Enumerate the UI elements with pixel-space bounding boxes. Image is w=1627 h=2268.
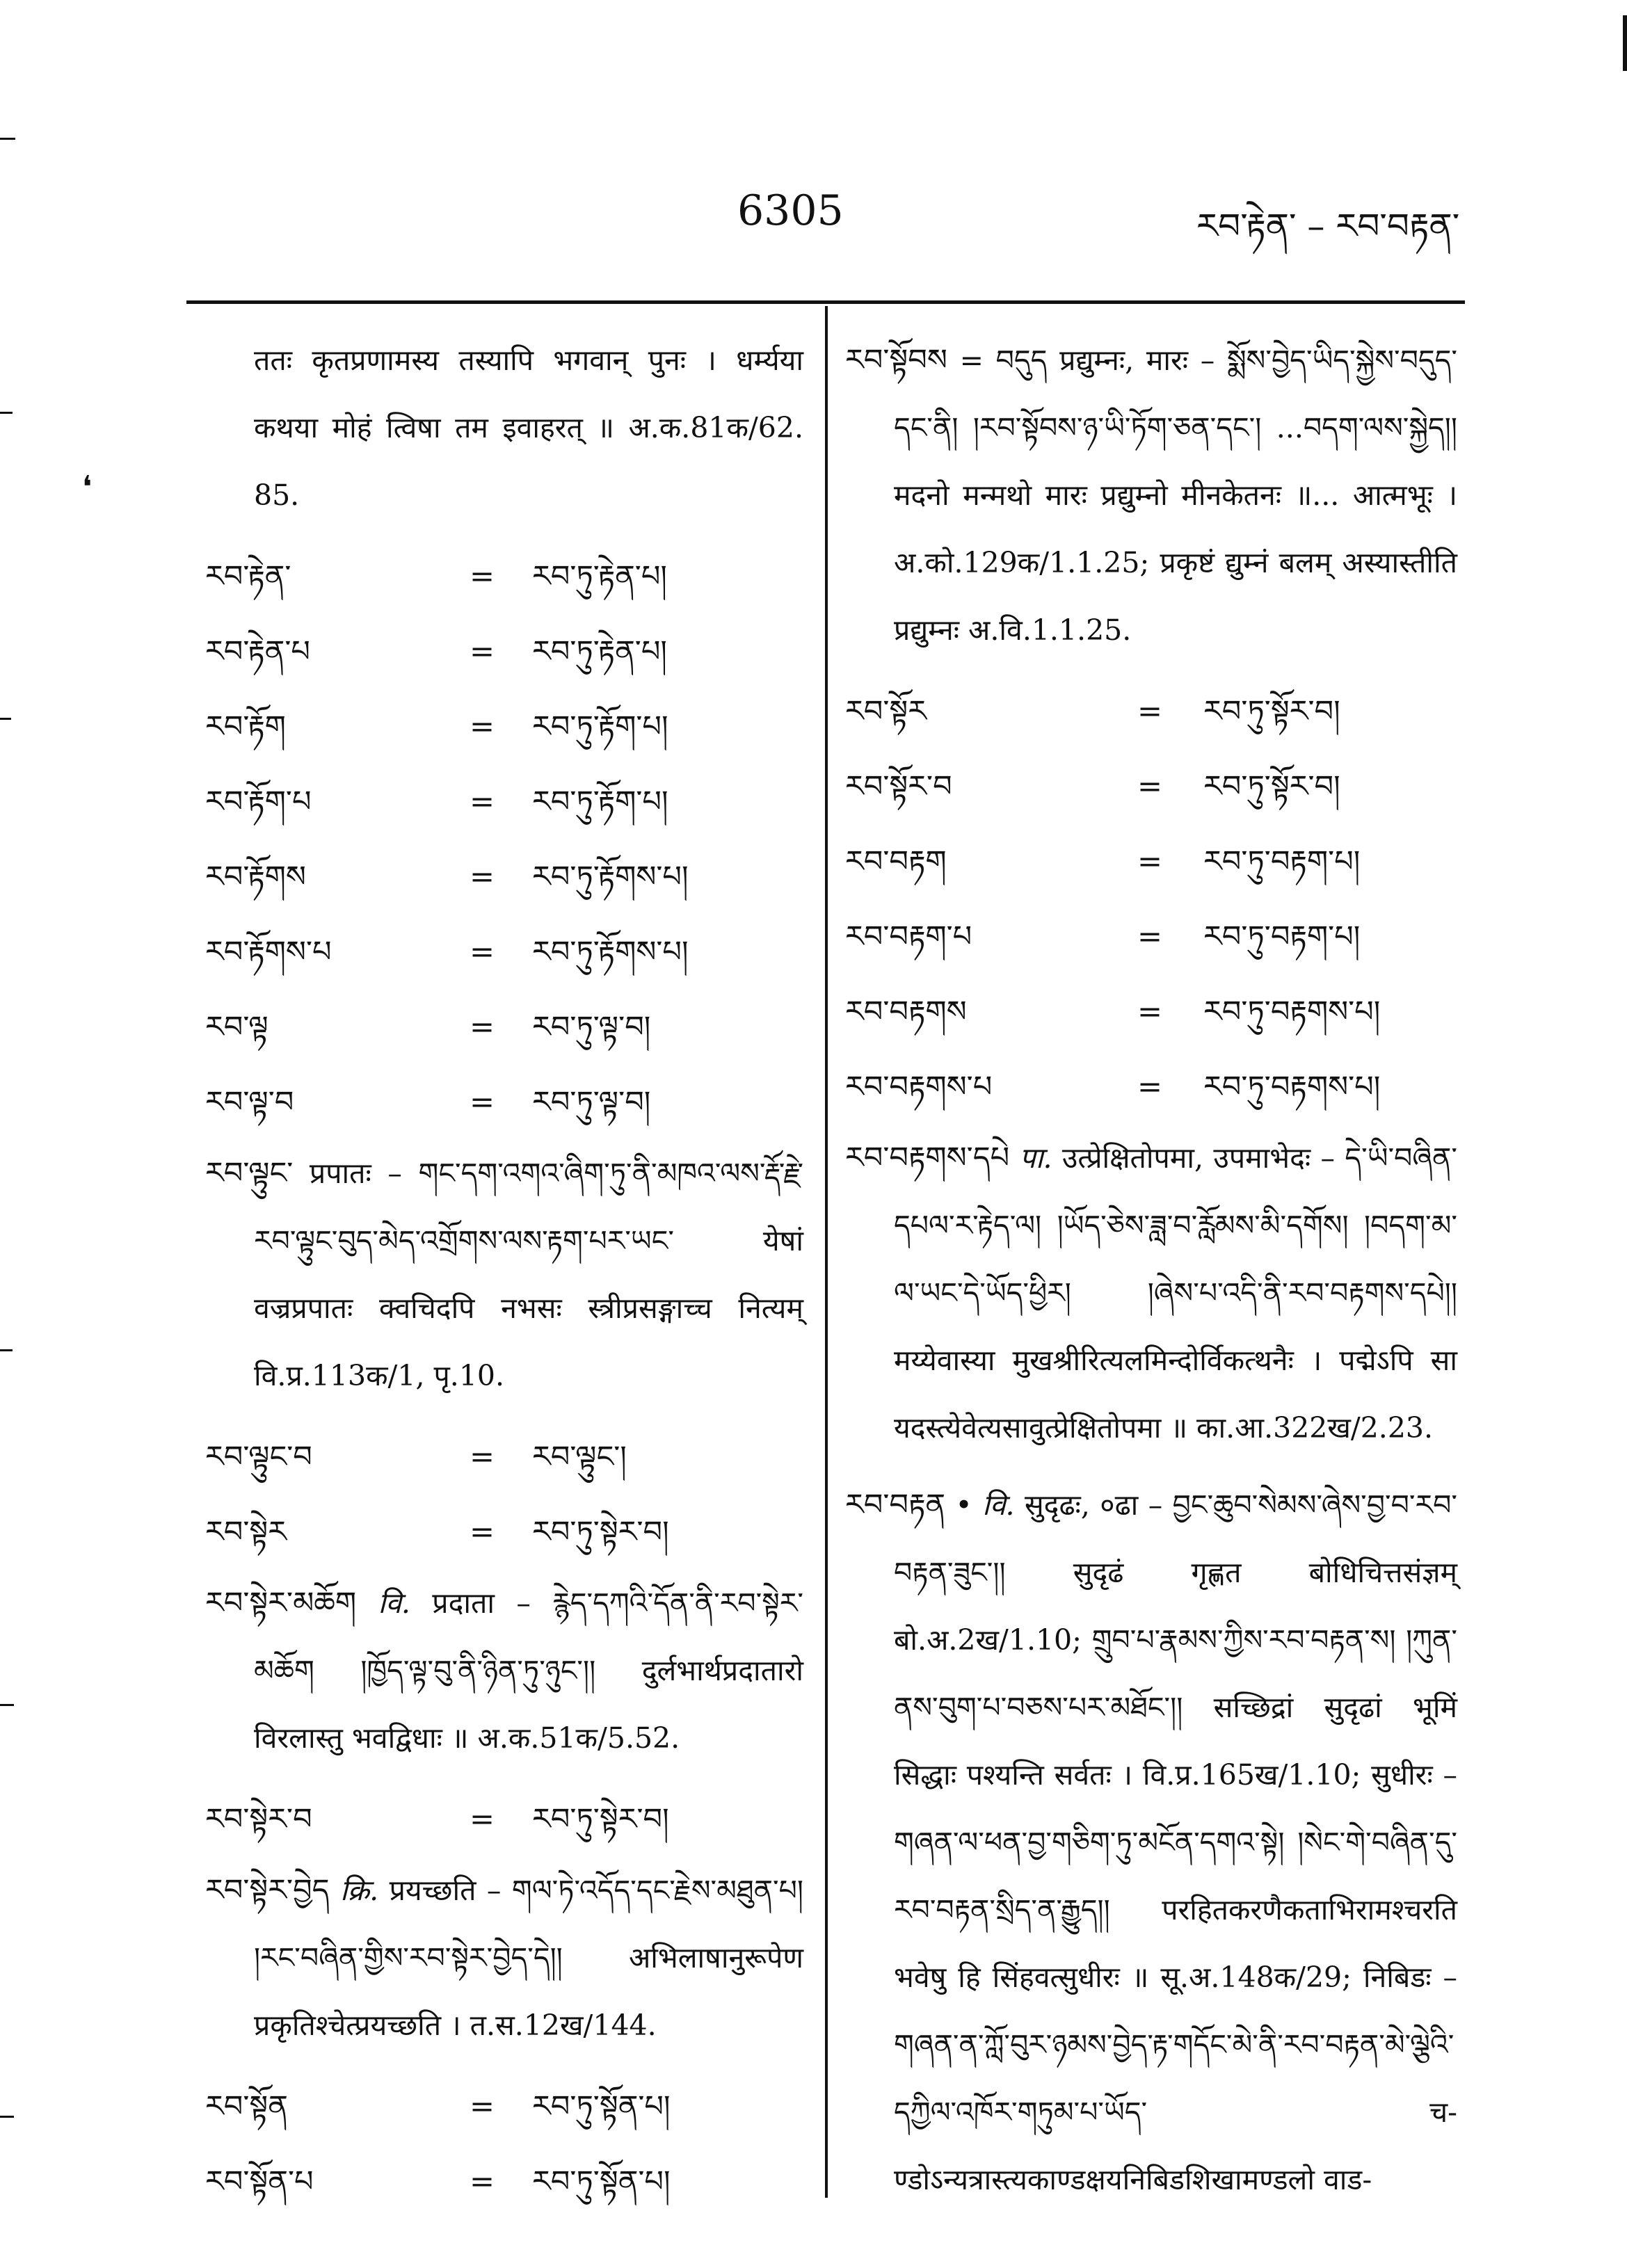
entry-body: = བདུད प्रद्युम्नः, मारः – སྨོས་བྱེད་ཡིད་སྐྱེས་བདུད་དང་ནི། །རབ་སྟོབས་ཉ་ཡི་ཏོག་ཅན་དང་། ...བདག་ལས་སྐྱེད།། मदनो मन्मथो मारः प्रद्युम्नो मीनकेतनः ॥... आत्मभूः । अ.को.129क/1.1.25; प्रकृष्टं द्युम्नं बलम् अस्यास्तीति प्रद्युम्नः अ.वि.1.1.25. xyxy=(894,344,1457,647)
entry-headword: རབ་སྟེར་བྱེད xyxy=(205,1873,330,1908)
dictionary-entry xyxy=(845,327,1457,664)
xref-target: རབ་ཏུ་བརྟགས་པ། xyxy=(1203,994,1381,1029)
xref-row xyxy=(845,749,1457,824)
xref-row xyxy=(845,899,1457,974)
xref-row xyxy=(205,689,803,764)
entry-headword: རབ་སྟེར་མཆོག xyxy=(205,1586,357,1620)
xref-target: རབ་ཏུ་ལྟ་བ། xyxy=(532,1084,651,1120)
xref-headword: རབ་རྟོགས xyxy=(205,859,306,894)
xref-list xyxy=(205,1782,803,1857)
xref-equals: = xyxy=(1137,693,1163,729)
entry-body: प्रपातः – གང་དག་འགའ་ཞིག་ཏུ་ནི་མཁའ་ལས་རྡོ་རྗེ་རབ་ལྟུང་བུད་མེད་འགྲོགས་ལས་རྟག་པར་ཡང་ येषां वज्रप्रपातः क्वचिदपि नभसः स्त्रीप्रसङ्गाच्च नित्यम् वि.प्र.113क/1, पृ.10. xyxy=(254,1157,803,1392)
entry-headword: རབ་བརྟགས་དཔེ xyxy=(845,1141,1010,1175)
xref-row xyxy=(205,1065,803,1140)
xref-equals: = xyxy=(470,934,495,970)
xref-equals: = xyxy=(1137,844,1163,879)
dictionary-entry xyxy=(845,1125,1457,1462)
xref-equals: = xyxy=(470,558,495,594)
xref-target: རབ་ཏུ་རྟེན་པ། xyxy=(532,558,667,594)
dictionary-entry xyxy=(845,1472,1457,2214)
xref-headword: རབ་རྟོག་པ xyxy=(205,784,312,819)
margin-tick xyxy=(0,1349,13,1351)
left-column xyxy=(205,327,803,2219)
xref-equals: = xyxy=(470,1514,495,1550)
xref-row xyxy=(205,2069,803,2144)
xref-target: རབ་ཏུ་བརྟགས་པ། xyxy=(1203,1069,1381,1104)
xref-headword: རབ་བརྟགས་པ xyxy=(845,1069,993,1104)
continued-text: ततः कृतप्रणामस्य तस्यापि भगवान् पुनः । धर्म्यया कथया मोहं त्विषा तम इवाहरत् ॥ अ.क.81क/62. 85. xyxy=(254,344,803,512)
xref-headword: རབ་བརྟག་པ xyxy=(845,919,972,954)
entry-body: सुदृढः, ०ढा – བྱང་ཆུབ་སེམས་ཞེས་བྱ་བ་རབ་བརྟན་ཟུང་།། सुदृढं गृह्णत बोधिचित्तसंज्ञम् बो.अ.2ख/1.10; གྲུབ་པ་རྣམས་ཀྱིས་རབ་བརྟན་ས། །ཀུན་ནས་བུག་པ་བཅས་པར་མཐོང་།། सच्छिद्रां सुदृढां भूमिं सिद्धाः पश्यन्ति सर्वतः । वि.प्र.165ख/1.10; सुधीरः – གཞན་ལ་ཕན་བྱ་གཅིག་ཏུ་མངོན་དགའ་སྟེ། །སེང་གེ་བཞིན་དུ་རབ་བརྟན་སྲིད་ན་རྒྱུད།། परहितकरणैकताभिरामश्चरति भवेषु हि सिंहवत्सुधीरः ॥ सू.अ.148क/29; निबिडः – གཞན་ན་ཀློ་བུར་ཉམས་བྱེད་རྟ་གདོང་མེ་ནི་རབ་བརྟན་མེ་ལྕེའི་དཀྱིལ་འཁོར་གཏུམ་པ་ཡོད་ च- ण्डोऽन्यत्रास्त्यकाण्डक्षयनिबिडशिखामण्डलो वाड- xyxy=(894,1488,1457,2196)
xref-target: རབ་ཏུ་བརྟག་པ། xyxy=(1203,844,1361,879)
xref-headword: རབ་བརྟག xyxy=(845,844,947,879)
dictionary-entry xyxy=(205,1857,803,2059)
xref-target: རབ་ཏུ་རྟོག་པ། xyxy=(532,709,668,744)
column-divider xyxy=(825,306,828,2198)
xref-headword: རབ་ལྟུང་བ xyxy=(205,1439,312,1474)
xref-equals: = xyxy=(470,1801,495,1837)
xref-target: རབ་ཏུ་བརྟག་པ། xyxy=(1203,919,1361,954)
xref-equals: = xyxy=(1137,1069,1163,1104)
xref-row xyxy=(205,990,803,1065)
margin-tick xyxy=(0,2116,14,2118)
xref-row xyxy=(205,839,803,915)
xref-headword: རབ་སྟེར་བ xyxy=(205,1801,312,1837)
entry-headword: རབ་སྟོབས xyxy=(845,343,947,378)
xref-target: རབ་ཏུ་སྟོན་པ། xyxy=(532,2089,671,2124)
xref-headword: རབ་སྟོར xyxy=(845,693,927,729)
grammar-tag: वि. xyxy=(378,1586,410,1620)
xref-target: རབ་ཏུ་རྟོགས་པ། xyxy=(532,859,689,894)
xref-row xyxy=(845,1049,1457,1125)
scan-corner-mark xyxy=(1623,15,1627,71)
xref-headword: རབ་ལྟ xyxy=(205,1009,269,1045)
right-column xyxy=(845,327,1457,2223)
xref-row xyxy=(205,614,803,689)
margin-tick xyxy=(0,138,15,140)
dictionary-entry xyxy=(205,1140,803,1410)
margin-tick xyxy=(0,412,13,414)
xref-equals: = xyxy=(470,709,495,744)
xref-target: རབ་ཏུ་སྟོན་པ། xyxy=(532,2164,671,2199)
xref-headword: རབ་སྟེར xyxy=(205,1514,287,1550)
xref-equals: = xyxy=(470,1009,495,1045)
grammar-tag: क्रि. xyxy=(339,1874,379,1907)
xref-target: རབ་ལྟུང་། xyxy=(532,1439,627,1474)
xref-target: རབ་ཏུ་ལྟ་བ། xyxy=(532,1009,651,1045)
xref-target: རབ་ཏུ་རྟེན་པ། xyxy=(532,634,667,669)
xref-row xyxy=(845,824,1457,899)
xref-equals: = xyxy=(1137,994,1163,1029)
xref-headword: རབ་རྟོག xyxy=(205,709,286,744)
margin-tick xyxy=(0,1704,14,1706)
xref-row xyxy=(205,1495,803,1570)
xref-target: རབ་ཏུ་སྟེར་བ། xyxy=(532,1801,669,1837)
grammar-tag: • वि. xyxy=(955,1488,1015,1522)
xref-row xyxy=(845,674,1457,749)
entry-headword: རབ་བརྟན xyxy=(845,1488,946,1522)
xref-equals: = xyxy=(470,1439,495,1474)
xref-headword: རབ་རྟེན་ xyxy=(205,558,291,594)
entry-body: प्रयच्छति – གལ་ཏེ་འདོད་དང་རྗེས་མཐུན་པ། །རང་བཞིན་གྱིས་རབ་སྟེར་བྱེད་དེ།། अभिलाषानुरूपेण प्रकृतिश्चेत्प्रयच्छति । त.स.12ख/144. xyxy=(254,1874,803,2042)
xref-equals: = xyxy=(1137,769,1163,804)
xref-row xyxy=(205,1419,803,1495)
entry-body: उत्प्रेक्षितोपमा, उपमाभेदः – དེ་ཡི་བཞིན་དཔལ་ར་རྟེད་ལ། །ཡོད་ཅེས་ཟླ་བ་རློམས་མི་དགོས། །བདག་མ་ལ་ཡང་དེ་ཡོད་ཕྱིར། །ཞེས་པ་འདི་ནི་རབ་བརྟགས་དཔེ།། मय्येवास्या मुखश्रीरित्यलमिन्दोर्विकत्थनैः । पद्मेऽपि सा यदस्त्येवेत्यसावुत्प्रेक्षितोपमा ॥ का.आ.322ख/2.23. xyxy=(894,1141,1457,1445)
xref-row xyxy=(205,2144,803,2219)
xref-equals: = xyxy=(470,859,495,894)
xref-headword: རབ་བརྟགས xyxy=(845,994,967,1029)
xref-row xyxy=(205,915,803,990)
xref-row xyxy=(205,1782,803,1857)
xref-equals: = xyxy=(470,2164,495,2199)
xref-row xyxy=(205,764,803,839)
xref-target: རབ་ཏུ་རྟོག་པ། xyxy=(532,784,668,819)
xref-equals: = xyxy=(470,2089,495,2124)
page-number: 6305 xyxy=(737,186,844,235)
xref-equals: = xyxy=(470,784,495,819)
running-head: རབ་རྟེན་ – རབ་བརྟན་ xyxy=(1196,206,1460,246)
xref-target: རབ་ཏུ་རྟོགས་པ། xyxy=(532,934,689,970)
xref-headword: རབ་སྟོར་བ xyxy=(845,769,952,804)
xref-equals: = xyxy=(470,634,495,669)
margin-tick xyxy=(0,718,11,720)
xref-equals: = xyxy=(470,1084,495,1120)
xref-headword: རབ་རྟོགས་པ xyxy=(205,934,332,970)
xref-target: རབ་ཏུ་སྟོར་བ། xyxy=(1203,693,1340,729)
xref-headword: རབ་སྟོན་པ xyxy=(205,2164,314,2199)
xref-list xyxy=(205,2069,803,2219)
xref-headword: རབ་རྟེན་པ xyxy=(205,634,310,669)
xref-equals: = xyxy=(1137,919,1163,954)
xref-target: རབ་ཏུ་སྟེར་བ། xyxy=(532,1514,669,1550)
xref-row xyxy=(845,974,1457,1049)
dictionary-entry xyxy=(205,1570,803,1772)
xref-list xyxy=(845,674,1457,1125)
xref-target: རབ་ཏུ་སྟོར་བ། xyxy=(1203,769,1340,804)
xref-row xyxy=(205,539,803,614)
xref-list xyxy=(205,539,803,1140)
xref-headword: རབ་སྟོན xyxy=(205,2089,288,2124)
grammar-tag: पा. xyxy=(1019,1141,1052,1175)
entry-headword: རབ་ལྟུང་ xyxy=(205,1156,294,1191)
xref-headword: རབ་ལྟ་བ xyxy=(205,1084,294,1120)
ink-smudge: ❛ xyxy=(82,469,93,505)
header-rule xyxy=(186,300,1465,304)
entry-body: प्रदाता – རྙེད་དཀའི་དོན་ནི་རབ་སྟེར་མཆོག །ཁྱོད་ལྟ་བུ་ནི་ཉིན་ཏུ་ཉུང་།། दुर्लभार्थप्रदातारो विरलास्तु भवद्विधाः ॥ अ.क.51क/5.52. xyxy=(254,1586,803,1755)
xref-list xyxy=(205,1419,803,1570)
